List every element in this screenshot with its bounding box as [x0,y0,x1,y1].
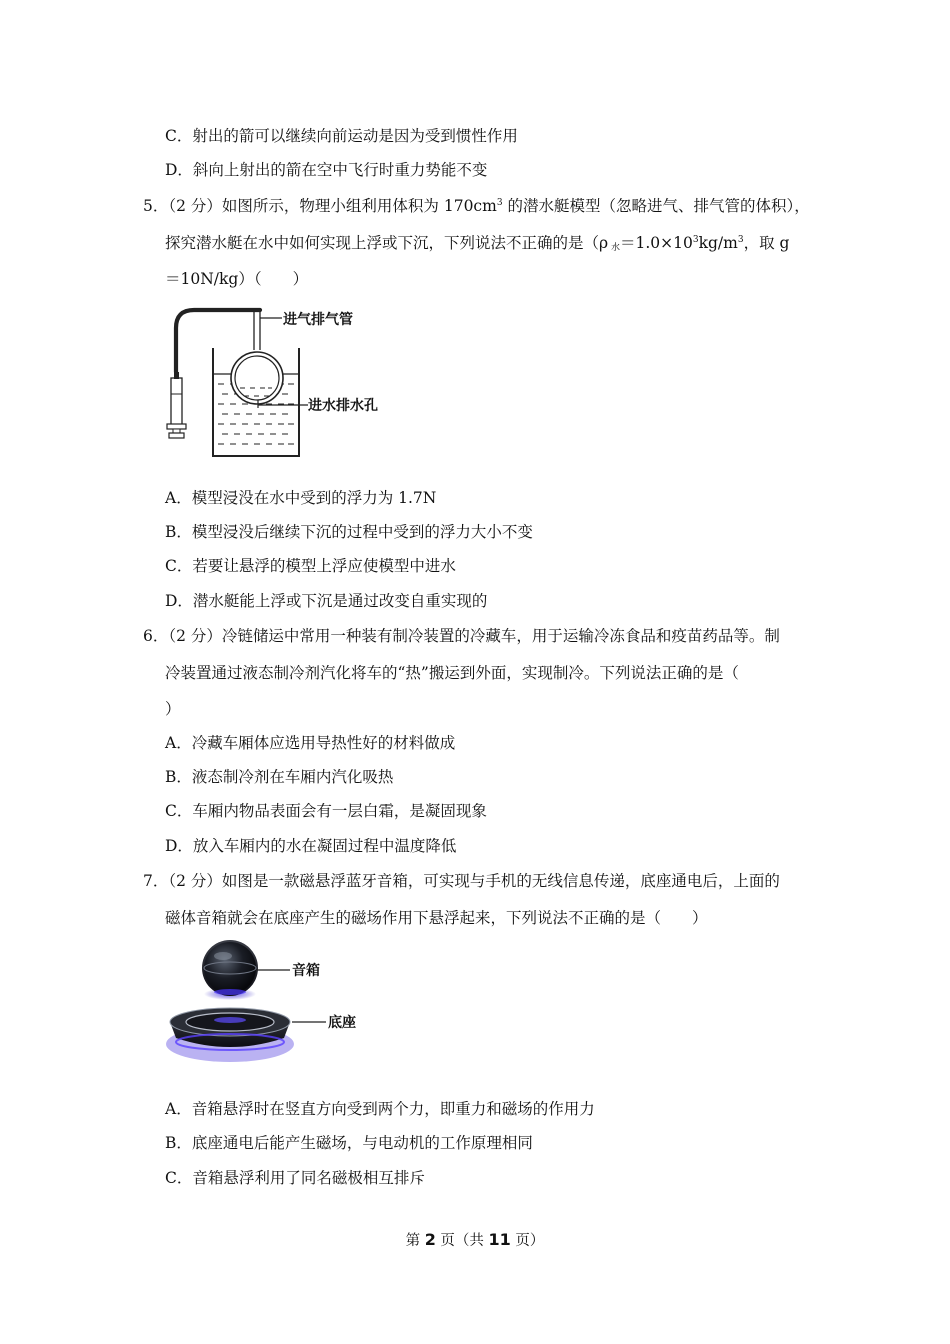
q5-stem-line1: 5．（2 分）如图所示，物理小组利用体积为 $170cm^3$ 的潜水艇模型（忽略进气、排气管的体积）， [143,197,810,215]
q7-option-a: A．音箱悬浮时在竖直方向受到两个力，即重力和磁场的作用力 [165,1100,595,1118]
q5-option-b: B．模型浸没后继续下沉的过程中受到的浮力大小不变 [165,523,533,541]
submarine-model-figure [160,298,400,464]
page-footer: 第 2 页（共 11 页） [405,1230,545,1249]
q5-stem-line3: ＝10N/kg）（ ） [165,270,309,288]
label-intake-exhaust-pipe: 进气排气管 [283,312,353,328]
q6-option-d: D．放入车厢内的水在凝固过程中温度降低 [165,837,457,855]
q7-stem-line2: 磁体音箱就会在底座产生的磁场作用下悬浮起来，下列说法不正确的是（ ） [165,909,708,927]
q6-option-c: C．车厢内物品表面会有一层白霜，是凝固现象 [165,802,487,820]
current-page-number: 2 [424,1230,436,1249]
q7-stem-line1: 7．（2 分）如图是一款磁悬浮蓝牙音箱，可实现与手机的无线信息传递，底座通电后，上面的 [143,872,780,890]
speaker-icon [202,940,258,1000]
base-icon [166,1008,294,1062]
q4-option-c: C．射出的箭可以继续向前运动是因为受到惯性作用 [165,127,518,145]
total-page-count: 11 [488,1230,511,1249]
q6-stem-line3: ） [165,700,181,718]
q4-option-d: D．斜向上射出的箭在空中飞行时重力势能不变 [165,161,488,179]
syringe-icon [167,372,186,438]
q6-stem-line2: 冷装置通过液态制冷剂汽化将车的“热”搬运到外面，实现制冷。下列说法正确的是（ [165,664,739,682]
q5-option-a: A．模型浸没在水中受到的浮力为 1.7N [165,489,437,507]
q5-option-d: D．潜水艇能上浮或下沉是通过改变自重实现的 [165,592,488,610]
q5-stem-line2: 探究潜水艇在水中如何实现上浮或下沉，下列说法不正确的是（ρ $_水=1.0\times 10^3kg/m^3$，取 g [165,234,790,253]
label-speaker: 音箱 [292,963,320,979]
q7-number: 7． [143,872,169,890]
q7-option-b: B．底座通电后能产生磁场，与电动机的工作原理相同 [165,1134,533,1152]
q6-stem-line1: 6．（2 分）冷链储运中常用一种装有制冷装置的冷藏车，用于运输冷冻食品和疫苗药品等。制 [143,627,780,645]
q6-option-b: B．液态制冷剂在车厢内汽化吸热 [165,768,394,786]
q5-number: 5． [143,197,169,215]
q6-number: 6． [143,627,169,645]
q7-option-c: C．音箱悬浮利用了同名磁极相互排斥 [165,1169,425,1187]
q6-option-a: A．冷藏车厢体应选用导热性好的材料做成 [165,734,456,752]
q5-option-c: C．若要让悬浮的模型上浮应使模型中进水 [165,557,456,575]
label-inlet-outlet-hole: 进水排水孔 [308,398,378,414]
label-base: 底座 [328,1015,356,1031]
maglev-speaker-figure [166,938,366,1064]
